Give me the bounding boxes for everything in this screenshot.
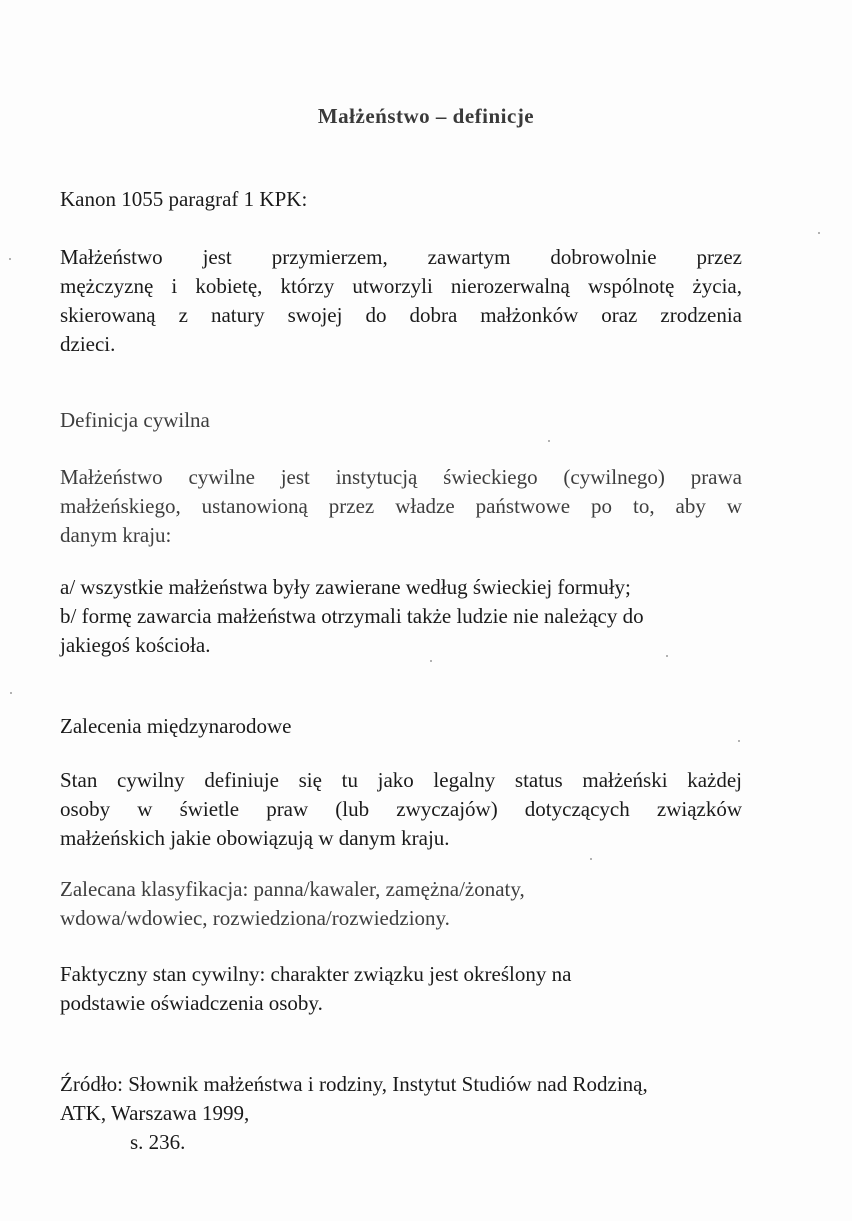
scan-speck [666, 655, 668, 657]
intl-line-3: małżeńskich jakie obowiązują w danym kraju. [60, 826, 450, 850]
scan-speck [10, 692, 12, 694]
scan-speck [548, 440, 550, 442]
scan-speck [738, 740, 740, 742]
civil-line-2: małżeńskiego, ustanowioną przez władze państwowe po to, aby w [60, 494, 742, 518]
intl-paragraph [60, 766, 742, 853]
intl-line-1: Stan cywilny definiuje się tu jako legalny status małżeński każdej [60, 768, 742, 792]
source-line-1: Źródło: Słownik małżeństwa i rodziny, Instytut Studiów nad Rodziną, [60, 1072, 648, 1096]
canon-line-3: skierowaną z natury swojej do dobra małżonków oraz zrodzenia [60, 303, 742, 327]
source-page: s. 236. [130, 1130, 186, 1154]
list-item-a: a/ wszystkie małżeństwa były zawierane według świeckiej formuły; [60, 575, 631, 599]
source-line-2: ATK, Warszawa 1999, [60, 1101, 250, 1125]
document-title: Małżeństwo – definicje [317, 104, 535, 128]
canon-line-2: mężczyznę i kobietę, którzy utworzyli nierozerwalną wspólnotę życia, [60, 274, 742, 298]
list-item-b: b/ formę zawarcia małżeństwa otrzymali także ludzie nie należący do [60, 604, 644, 628]
factual-line-2: podstawie oświadczenia osoby. [60, 991, 323, 1015]
list-item-b-continued: jakiegoś kościoła. [60, 633, 211, 657]
scan-speck [818, 232, 820, 234]
civil-heading: Definicja cywilna [60, 408, 210, 432]
scan-speck [430, 660, 432, 662]
scan-speck [9, 258, 11, 260]
scan-speck [590, 858, 592, 860]
classification-line-2: wdowa/wdowiec, rozwiedziona/rozwiedziony. [60, 906, 450, 930]
intl-line-2: osoby w świetle praw (lub zwyczajów) dotyczących związków [60, 797, 742, 821]
factual-line-1: Faktyczny stan cywilny: charakter związku jest określony na [60, 962, 572, 986]
canon-line-4: dzieci. [60, 332, 116, 356]
intl-heading: Zalecenia międzynarodowe [60, 714, 292, 738]
civil-paragraph [60, 463, 742, 550]
classification-line-1: Zalecana klasyfikacja: panna/kawaler, zamężna/żonaty, [60, 877, 525, 901]
civil-line-3: danym kraju: [60, 523, 172, 547]
canon-paragraph [60, 243, 742, 359]
civil-line-1: Małżeństwo cywilne jest instytucją świeckiego (cywilnego) prawa [60, 465, 742, 489]
canon-heading: Kanon 1055 paragraf 1 KPK: [60, 187, 308, 211]
canon-line-1: Małżeństwo jest przymierzem, zawartym dobrowolnie przez [60, 245, 742, 269]
